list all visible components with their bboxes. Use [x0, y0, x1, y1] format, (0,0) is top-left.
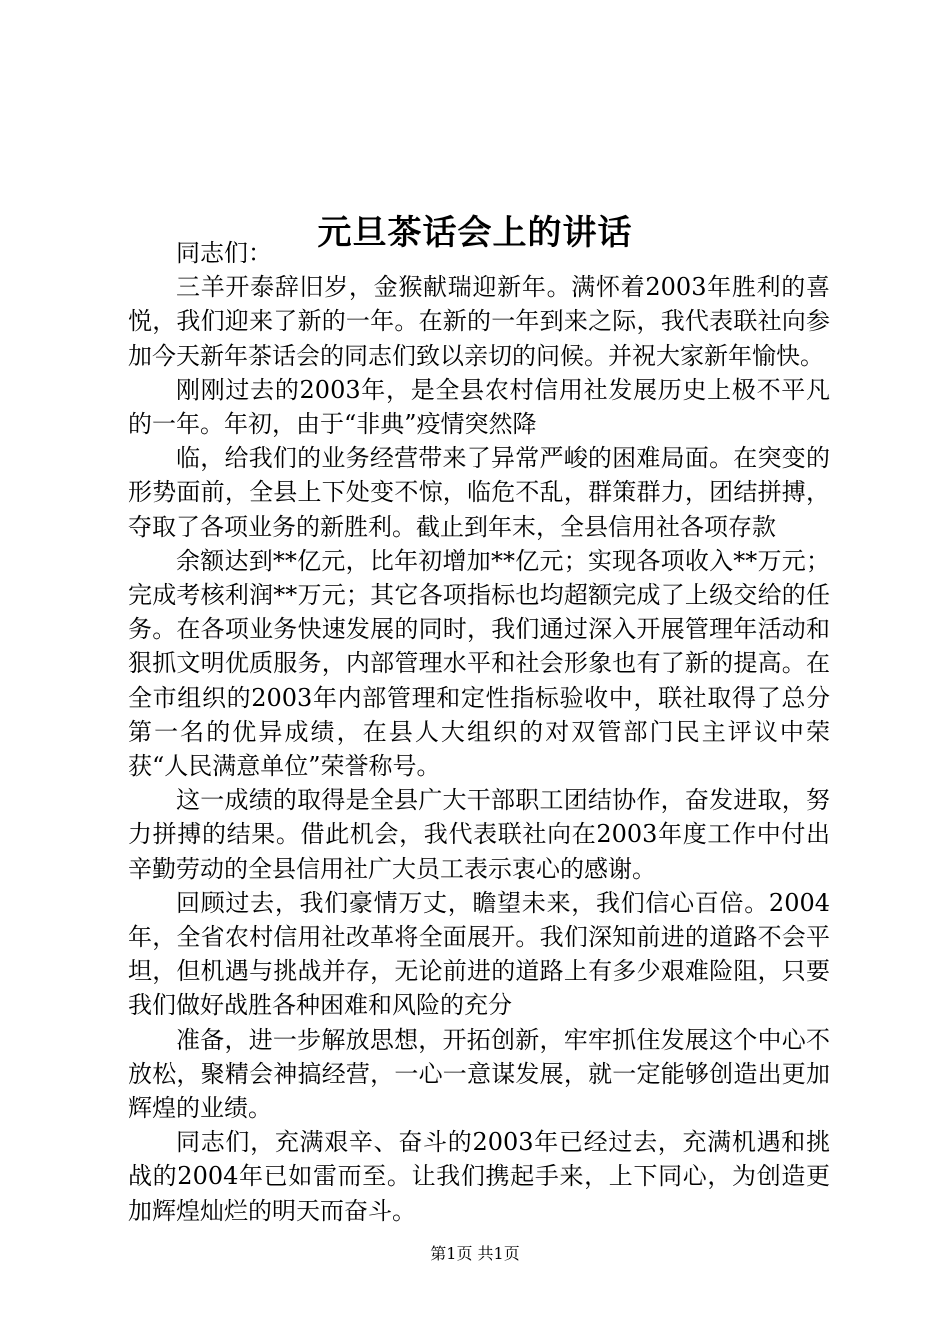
- body-paragraph-5: 这一成绩的取得是全县广大干部职工团结协作，奋发进取，努力拼搏的结果。借此机会，我代表联社向在2003年度工作中付出辛勤劳动的全县信用社广大员工表示衷心的感谢。: [128, 786, 830, 883]
- document-title: 元旦茶话会上的讲话: [317, 212, 633, 253]
- body-paragraph-6: 回顾过去，我们豪情万丈，瞻望未来，我们信心百倍。2004年，全省农村信用社改革将全面展开。我们深知前进的道路不会平坦，但机遇与挑战并存，无论前进的道路上有多少艰难险阻，只要我们做好战胜各种困难和风险的充分: [128, 888, 830, 1020]
- body-paragraph-7: 准备，进一步解放思想，开拓创新，牢牢抓住发展这个中心不放松，聚精会神搞经营，一心一意谋发展，就一定能够创造出更加辉煌的业绩。: [128, 1025, 830, 1123]
- document-body: [128, 236, 830, 1228]
- body-paragraph-2: 刚刚过去的2003年，是全县农村信用社发展历史上极不平凡的一年。年初，由于“非典”疫情突然降: [128, 375, 830, 439]
- salutation-paragraph: 同志们：: [176, 239, 272, 267]
- body-paragraph-1: 三羊开泰辞旧岁，金猴献瑞迎新年。满怀着2003年胜利的喜悦，我们迎来了新的一年。在新的一年到来之际，我代表联社向参加今天新年茶话会的同志们致以亲切的问候。并祝大家新年愉快。: [128, 273, 830, 370]
- body-paragraph-3: 临，给我们的业务经营带来了异常严峻的困难局面。在突变的形势面前，全县上下处变不惊，临危不乱，群策群力，团结拼搏，夺取了各项业务的新胜利。截止到年末，全县信用社各项存款: [128, 444, 830, 541]
- page-footer: 第1页 共1页: [430, 1244, 520, 1263]
- body-paragraph-8: 同志们，充满艰辛、奋斗的2003年已经过去，充满机遇和挑战的2004年已如雷而至。让我们携起手来，上下同心，为创造更加辉煌灿烂的明天而奋斗。: [128, 1128, 830, 1225]
- body-paragraph-4: 余额达到**亿元，比年初增加**亿元；实现各项收入**万元；完成考核利润**万元；其它各项指标也均超额完成了上级交给的任务。在各项业务快速发展的同时，我们通过深入开展管理年活动和狠抓文明优质服务，内部管理水平和社会形象也有了新的提高。在全市组织的2003年内部管理和定性指标验收中，联社取得了总分第一名的优异成绩，在县人大组织的对双管部门民主评议中荣获“人民满意单位”荣誉称号。: [128, 546, 830, 781]
